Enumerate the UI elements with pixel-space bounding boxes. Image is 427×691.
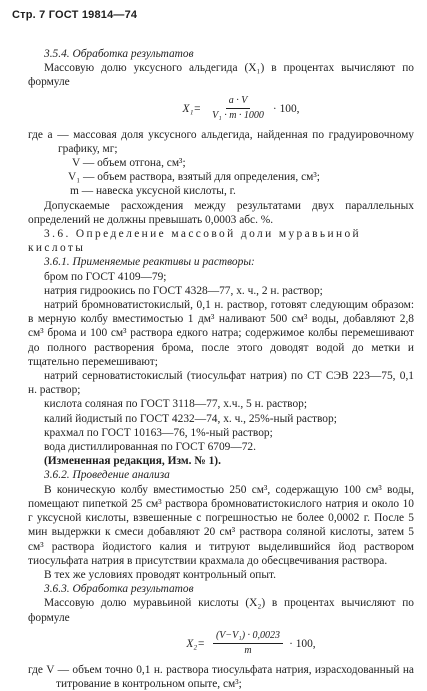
procedure-paragraph: В коническую колбу вместимостью 250 см³, содержащую 100 см³ воды, помещают пипеткой 25 см³ раствора бромноватистокислого натрия и около 10 г уксусной кислоты, взвешенные с погрешностью не более 0,0002 г. После 5 мин выдержки к смеси добавляют 20 см³ раствора соляной кислоты, затем 5 см³ раствора йодистого калия и титруют выделившийся йод раствором тиосульфата натрия в присутствии крахмала до обесцвечивания раствора. [28,483,414,567]
section-36-title-cont: кислоты [28,242,86,255]
formula-x2 [88,625,414,663]
m-definition: m — навеска уксусной кислоты, г. [70,185,236,198]
formula-x2-rhs: · 100, [289,637,316,650]
v-definition: V — объем отгона, см³; [72,157,186,170]
formula-x2-fraction [213,630,283,657]
section-363-intro: Массовую долю муравьиной кислоты (X₂) в процентах вычисляют по формуле [28,597,414,624]
tolerance-text: Допускаемые расхождения между результатами двух параллельных определений не должны превышать 0,0003 абс. %. [28,199,414,226]
where-v-definition: где V — объем точно 0,1 н. раствора тиосульфата натрия, израсходованный на титрование в контрольном опыте, см³; [28,663,414,690]
reagent-item: бром по ГОСТ 4109—79; [44,270,167,283]
formula-x1-fraction [209,95,267,122]
v1-definition: V₁ — объем раствора, взятый для определения, см³; [68,171,320,184]
section-36-title: 3.6. Определение массовой доли муравьиной [44,228,362,241]
where-a-definition: где a — массовая доля уксусного альдегида, найденная по градуировочному графику, мг; [28,128,414,155]
formula-x2-denominator: m [244,645,252,657]
formula-x1-rhs: · 100, [272,102,300,115]
formula-x1 [68,90,414,128]
section-361-heading: 3.6.1. Применяемые реактивы и растворы: [44,256,255,269]
formula-x1-lhs: X₁= [182,102,202,115]
amendment-note: (Измененная редакция, Изм. № 1). [44,455,221,468]
reagent-item: вода дистиллированная по ГОСТ 6709—72. [44,441,256,454]
page-content [28,47,414,691]
section-354-intro: Массовую долю уксусного альдегида (X₁) в процентах вычисляют по формуле [28,62,414,89]
reagent-item: натрий серноватистокислый (тиосульфат натрия) по СТ СЭВ 223—75, 0,1 н. раствор; [28,370,414,397]
formula-x1-numerator: a · V [226,95,251,109]
reagent-item: кислота соляная по ГОСТ 3118—77, х.ч., 5 н. раствор; [44,398,308,411]
formula-x2-numerator: (V−V₁) · 0,0023 [213,630,283,644]
section-363-heading: 3.6.3. Обработка результатов [44,583,194,596]
formula-x2-lhs: X₂= [186,637,205,650]
reagent-item: натрия гидроокись по ГОСТ 4328—77, х. ч., 2 н. раствор; [44,284,323,297]
reagent-item: натрий бромноватистокислый, 0,1 н. раствор, готовят следующим образом: в мерную колбу вместимостью 1 дм³ наливают 500 см³ воды, добавляют 2,8 см³ брома и 100 см³ раствора едкого натра; содержимое колбы перемешивают до полного растворения брома, после этого доводят водой до метки и тщательно перемешивают; [28,299,414,368]
control-test-note: В тех же условиях проводят контрольный опыт. [44,568,276,581]
section-362-heading: 3.6.2. Проведение анализа [44,469,170,482]
section-354-heading: 3.5.4. Обработка результатов [44,48,194,60]
formula-x1-denominator: V₁ · m · 1000 [212,110,264,122]
page-header: Стр. 7 ГОСТ 19814—74 [12,9,138,21]
reagent-item: крахмал по ГОСТ 10163—76, 1%-ный раствор; [44,426,273,439]
reagent-item: калий йодистый по ГОСТ 4232—74, х. ч., 25%-ный раствор; [44,412,337,425]
